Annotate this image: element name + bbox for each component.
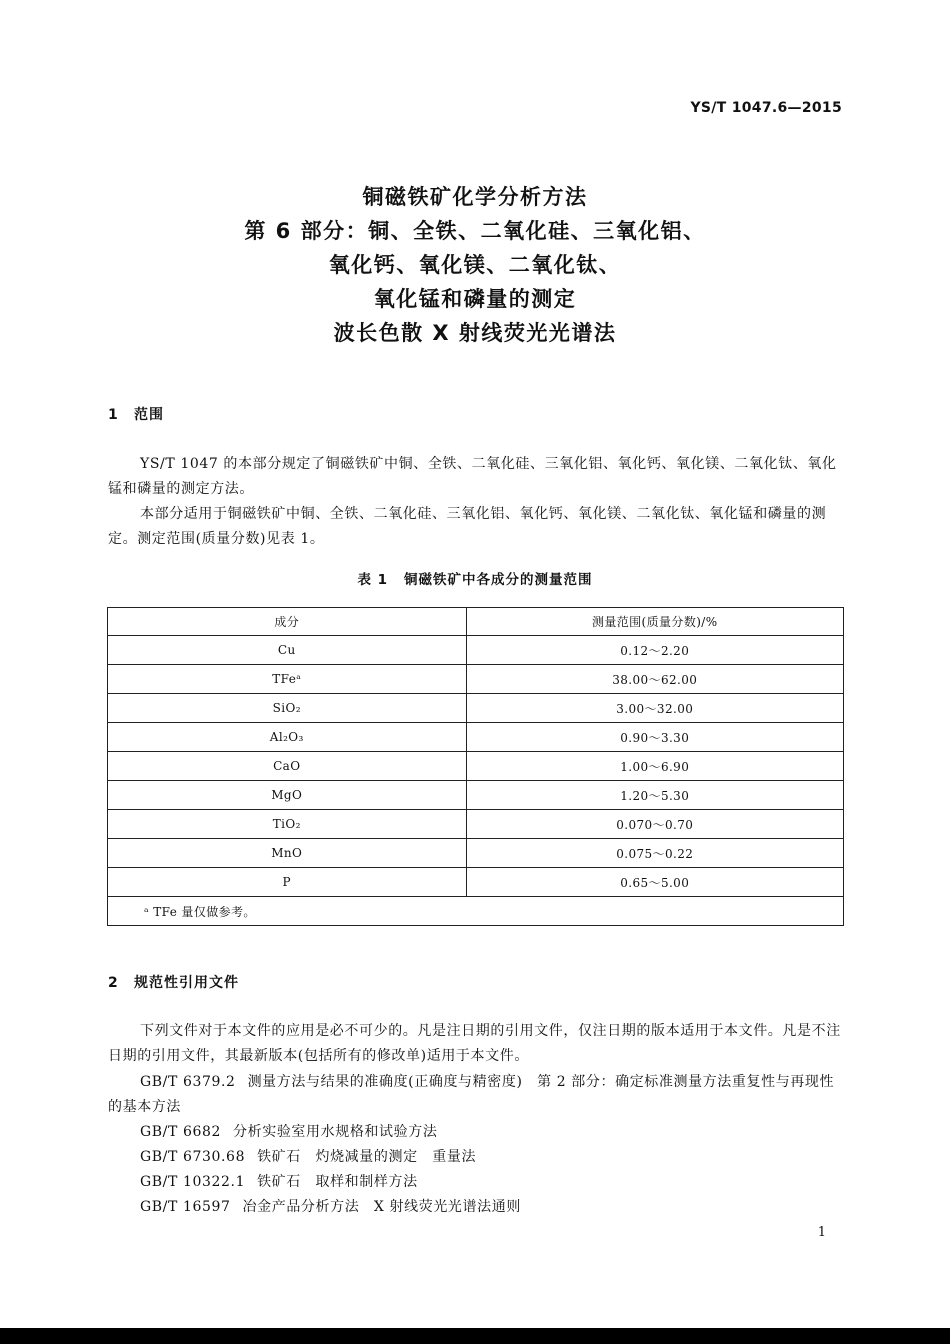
component-cell: MgO	[108, 781, 467, 810]
section-number: 2	[108, 975, 119, 991]
range-cell: 0.90～3.30	[466, 723, 844, 752]
reference-code: GB/T 16597	[140, 1199, 231, 1215]
component-cell: P	[108, 868, 467, 897]
reference-title: 冶金产品分析方法 X 射线荧光光谱法通则	[242, 1199, 521, 1215]
table-row	[108, 723, 844, 752]
section-1-heading	[108, 404, 164, 424]
table-row	[108, 781, 844, 810]
range-cell: 0.12～2.20	[466, 636, 844, 665]
table-row	[108, 752, 844, 781]
range-cell: 0.075～0.22	[466, 839, 844, 868]
measurement-range-table	[107, 607, 844, 926]
reference-title: 分析实验室用水规格和试验方法	[233, 1124, 438, 1140]
reference-title: 铁矿石 取样和制样方法	[257, 1174, 418, 1190]
section-title: 范围	[134, 407, 164, 423]
paragraph: 本部分适用于铜磁铁矿中铜、全铁、二氧化硅、三氧化铝、氧化钙、氧化镁、二氧化钛、氧化锰和磷量的测定。测定范围(质量分数)见表 1。	[108, 506, 827, 547]
table-row	[108, 694, 844, 723]
component-cell: TFeᵃ	[108, 665, 467, 694]
component-cell: Cu	[108, 636, 467, 665]
reference-code: GB/T 10322.1	[140, 1174, 246, 1190]
table-caption	[0, 568, 950, 588]
range-cell: 0.65～5.00	[466, 868, 844, 897]
column-header: 测量范围(质量分数)/%	[466, 608, 844, 636]
range-cell: 1.20～5.30	[466, 781, 844, 810]
range-cell: 38.00～62.00	[466, 665, 844, 694]
table-footnote-row	[108, 897, 844, 926]
title-line: 铜磁铁矿化学分析方法	[362, 185, 588, 209]
title-line: 氧化锰和磷量的测定	[373, 287, 577, 311]
component-cell: Al₂O₃	[108, 723, 467, 752]
table-row	[108, 636, 844, 665]
page-number: 1	[817, 1225, 826, 1240]
reference-title: 铁矿石 灼烧减量的测定 重量法	[257, 1149, 477, 1165]
table-footnote: ᵃ TFe 量仅做参考。	[108, 897, 844, 926]
title-line: 波长色散 X 射线荧光光谱法	[333, 321, 617, 345]
section-1-body	[108, 452, 844, 552]
component-cell: CaO	[108, 752, 467, 781]
reference-code: GB/T 6379.2	[140, 1074, 236, 1090]
section-2-heading	[108, 972, 239, 992]
title-line: 第 6 部分：铜、全铁、二氧化硅、三氧化铝、	[244, 219, 706, 243]
table-row	[108, 665, 844, 694]
paragraph: 下列文件对于本文件的应用是必不可少的。凡是注日期的引用文件，仅注日期的版本适用于本文件。凡是不注日期的引用文件，其最新版本(包括所有的修改单)适用于本文件。	[108, 1023, 841, 1064]
reference-item	[108, 1145, 844, 1170]
component-cell: MnO	[108, 839, 467, 868]
reference-list	[108, 1070, 844, 1220]
section-number: 1	[108, 407, 119, 423]
reference-code: GB/T 6682	[140, 1124, 222, 1140]
table-row	[108, 810, 844, 839]
component-cell: SiO₂	[108, 694, 467, 723]
reference-item	[108, 1170, 844, 1195]
reference-code: GB/T 6730.68	[140, 1149, 246, 1165]
section-2-intro	[108, 1019, 844, 1069]
standard-number: YS/T 1047.6—2015	[690, 100, 842, 116]
table-row	[108, 868, 844, 897]
reference-title: 测量方法与结果的准确度(正确度与精密度) 第 2 部分：确定标准测量方法重复性与再现性的基本方法	[108, 1074, 835, 1115]
reference-item	[108, 1195, 844, 1220]
table-row	[108, 839, 844, 868]
document-title	[0, 180, 950, 350]
table-header-row	[108, 608, 844, 636]
paragraph: YS/T 1047 的本部分规定了铜磁铁矿中铜、全铁、二氧化硅、三氧化铝、氧化钙、氧化镁、二氧化钛、氧化锰和磷量的测定方法。	[108, 456, 837, 497]
section-title: 规范性引用文件	[134, 975, 239, 991]
range-cell: 0.070～0.70	[466, 810, 844, 839]
range-cell: 3.00～32.00	[466, 694, 844, 723]
column-header: 成分	[108, 608, 467, 636]
title-line: 氧化钙、氧化镁、二氧化钛、	[328, 253, 622, 277]
range-cell: 1.00～6.90	[466, 752, 844, 781]
component-cell: TiO₂	[108, 810, 467, 839]
table-title: 铜磁铁矿中各成分的测量范围	[404, 572, 593, 588]
table-number: 表 1	[357, 572, 389, 588]
reference-item	[108, 1070, 844, 1120]
page-bottom-bar	[0, 1328, 950, 1344]
reference-item	[108, 1120, 844, 1145]
